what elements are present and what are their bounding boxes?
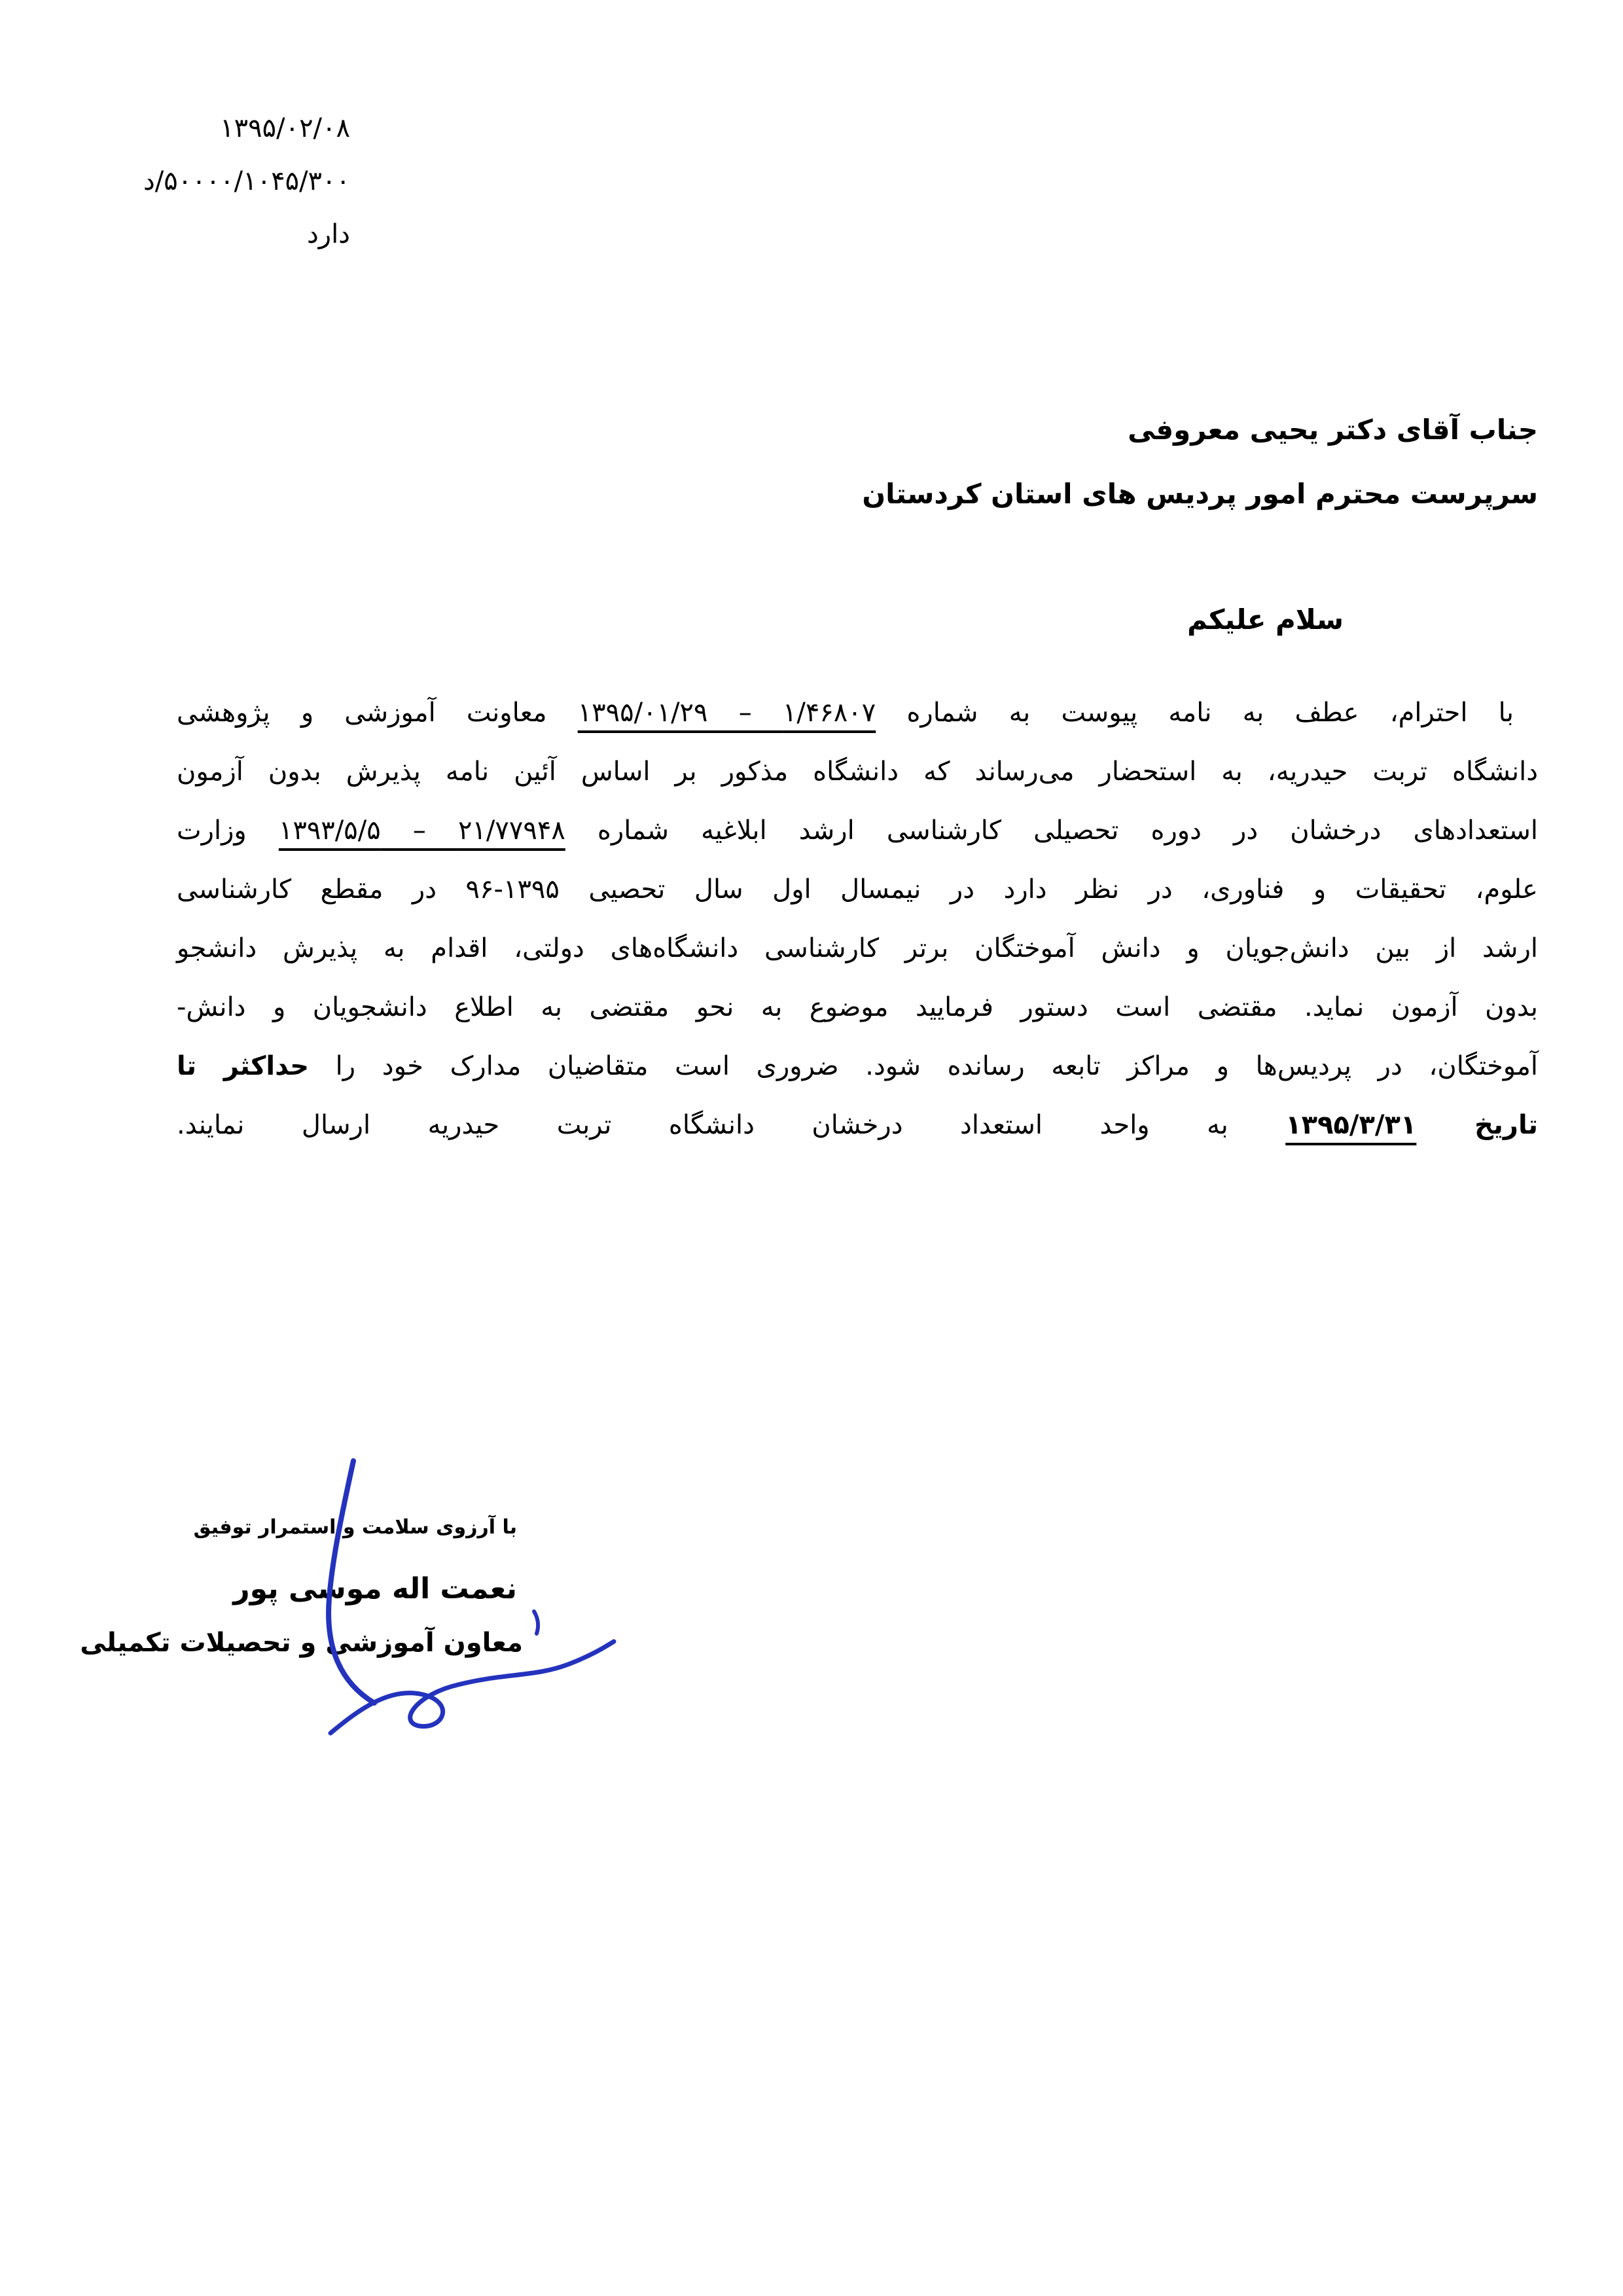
body-segment: تاریخ: [1416, 1110, 1539, 1140]
signatory-title: معاون آموزشی و تحصیلات تکمیلی: [80, 1628, 523, 1658]
body-segment: استعدادهای درخشان در دوره تحصیلی کارشناسی ارشد ابلاغیه شماره: [565, 816, 1539, 846]
signature-wish: با آرزوی سلامت و استمرار توفیق: [193, 1516, 517, 1539]
body-line: [177, 742, 1538, 801]
body-line: [177, 860, 1538, 919]
body-line: [177, 683, 1538, 742]
signatory-name: نعمت اله موسی پور: [233, 1572, 517, 1605]
body-line: [177, 801, 1538, 860]
signature-stroke-accent: [534, 1611, 538, 1634]
letter-ref-number: ۵۰۰۰۰/۱۰۴۵/۳۰۰/د: [143, 166, 350, 196]
body-line: [177, 978, 1538, 1037]
body-segment: وزارت: [177, 816, 279, 846]
body-segment: معاونت آموزشی و پژوهشی: [177, 698, 578, 728]
body-segment: ارشد از بین دانش‌جویان و دانش آموختگان برتر کارشناسی دانشگاه‌های دولتی، اقدام به پذیرش دانشجو: [177, 933, 1538, 963]
body-line: [177, 1037, 1538, 1096]
letterhead-fields: [79, 102, 350, 261]
recipient-title: سرپرست محترم امور پردیس های استان کردستان: [862, 478, 1538, 510]
body-segment: بدون آزمون نماید. مقتضی است دستور فرمایید موضوع به نحو مقتضی به اطلاع دانشجویان و دانش-: [177, 992, 1538, 1022]
body-segment: آموختگان، در پردیس‌ها و مراکز تابعه رسانده شود. ضروری است متقاضیان مدارک خود را: [309, 1051, 1538, 1081]
greeting: سلام علیکم: [1187, 603, 1344, 636]
recipient-block: [862, 398, 1538, 526]
body-segment: حداکثر تا: [177, 1051, 310, 1081]
body-segment: دانشگاه تربت حیدریه، به استحضار می‌رساند که دانشگاه مذکور بر اساس آئین نامه پذیرش بدون آزمون: [177, 757, 1538, 787]
letter-body: [177, 683, 1538, 1155]
recipient-name: جناب آقای دکتر یحیی معروفی: [1128, 414, 1538, 446]
letter-attachment-status: دارد: [306, 219, 350, 249]
body-segment: با احترام، عطف به نامه پیوست به شماره: [876, 698, 1514, 728]
body-segment: ۱۳۹۵/۳/۳۱: [1285, 1110, 1417, 1140]
body-segment: ۲۱/۷۷۹۴۸ – ۱۳۹۳/۵/۵: [278, 816, 565, 846]
handwritten-signature-icon: [216, 1440, 674, 1780]
letter-date: ۱۳۹۵/۰۲/۰۸: [220, 113, 350, 143]
body-segment: علوم، تحقیقات و فناوری، در نظر دارد در نیمسال اول سال تحصیی ۱۳۹۵-۹۶ در مقطع کارشناسی: [177, 874, 1538, 905]
body-segment: ۱/۴۶۸۰۷ – ۱۳۹۵/۰۱/۲۹: [577, 698, 876, 728]
body-line: [177, 919, 1538, 978]
body-segment: به واحد استعداد درخشان دانشگاه تربت حیدریه ارسال نمایند.: [177, 1110, 1286, 1140]
body-line: [177, 1096, 1538, 1155]
